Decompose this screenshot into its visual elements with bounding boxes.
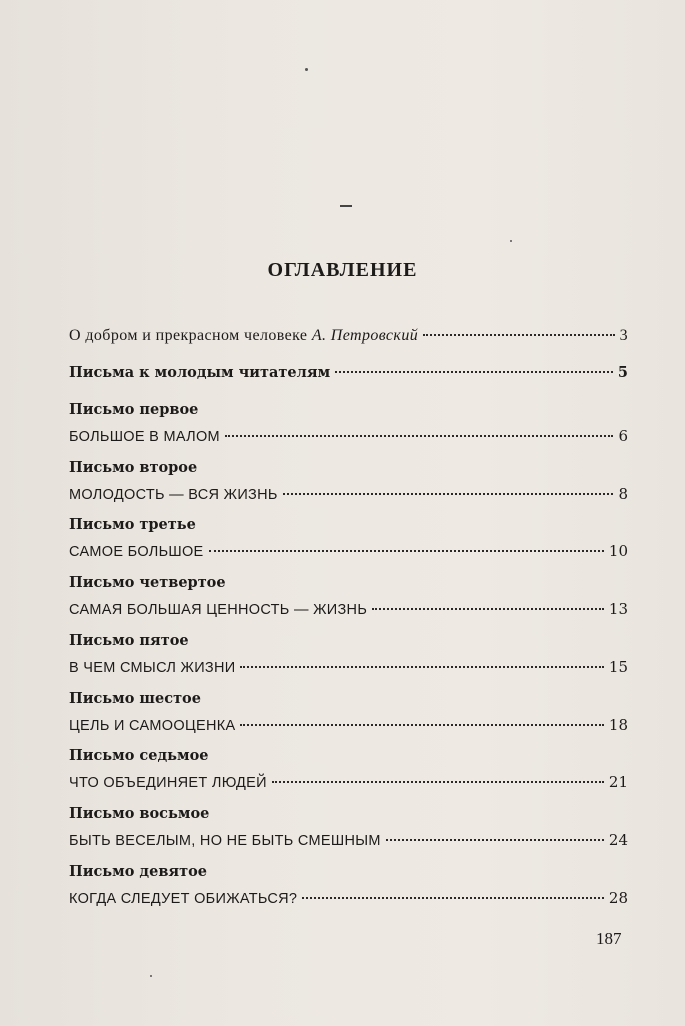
letter-title: САМОЕ БОЛЬШОЕ [69, 544, 204, 561]
toc-entry-letter[interactable] [69, 655, 628, 679]
page-ref: 24 [608, 830, 628, 849]
toc-entry-letter[interactable] [69, 770, 628, 794]
page-ref: 5 [617, 364, 628, 381]
page-ref: 15 [608, 657, 628, 676]
dot-leader [302, 897, 604, 899]
dot-leader [240, 666, 603, 668]
page-ref: 13 [608, 600, 628, 619]
letter-heading: Письмо первое [69, 401, 199, 418]
letter-title: БЫТЬ ВЕСЕЛЫМ, НО НЕ БЫТЬ СМЕШНЫМ [69, 832, 381, 849]
page-ref: 6 [618, 427, 628, 445]
letter-heading: Письмо пятое [69, 631, 189, 649]
printed-dash [340, 205, 352, 207]
letter-heading: Письмо шестое [69, 689, 201, 707]
toc-entry-letter[interactable] [69, 713, 628, 737]
section-title: Письма к молодым читателям [69, 364, 331, 381]
ink-speck [150, 975, 152, 977]
intro-author: А. Петровский [311, 327, 419, 344]
toc-entry-section[interactable] [69, 361, 628, 385]
toc-entry-letter[interactable] [69, 424, 628, 448]
letter-title: В ЧЕМ СМЫСЛ ЖИЗНИ [69, 659, 236, 676]
toc-entry-letter[interactable] [69, 886, 628, 910]
ink-speck [510, 240, 512, 242]
toc-entry-intro[interactable] [69, 324, 628, 348]
dot-leader [272, 781, 604, 783]
letter-heading: Письмо четвертое [69, 574, 226, 592]
letter-heading: Письмо второе [69, 458, 198, 476]
toc-entry-letter[interactable] [69, 539, 628, 563]
dot-leader [209, 550, 604, 552]
dot-leader [283, 493, 614, 495]
page-number: 187 [596, 929, 622, 948]
letter-title: ЧТО ОБЪЕДИНЯЕТ ЛЮДЕЙ [69, 775, 267, 792]
letter-title: КОГДА СЛЕДУЕТ ОБИЖАТЬСЯ? [69, 890, 298, 907]
ink-speck [305, 68, 308, 71]
letter-title: БОЛЬШОЕ В МАЛОМ [69, 429, 220, 445]
letter-title: МОЛОДОСТЬ — ВСЯ ЖИЗНЬ [69, 486, 278, 503]
dot-leader [335, 371, 613, 373]
page-ref: 18 [608, 715, 628, 734]
page-ref: 21 [608, 773, 628, 792]
page-ref: 10 [608, 542, 628, 561]
dot-leader [386, 839, 604, 841]
letter-heading: Письмо седьмое [69, 747, 209, 765]
letter-heading: Письмо третье [69, 516, 196, 534]
letter-title: САМАЯ БОЛЬШАЯ ЦЕННОСТЬ — ЖИЗНЬ [69, 602, 368, 619]
page-ref: 28 [608, 888, 628, 907]
toc-entry-letter[interactable] [69, 482, 628, 506]
toc-entry-letter[interactable] [69, 828, 628, 852]
dot-leader [225, 435, 614, 437]
page-ref: 3 [619, 327, 628, 344]
dot-leader [423, 334, 614, 336]
letter-title: ЦЕЛЬ И САМООЦЕНКА [69, 717, 236, 734]
dot-leader [240, 724, 603, 726]
intro-title: О добром и прекрасном человеке [69, 327, 308, 344]
dot-leader [372, 608, 604, 610]
letter-heading: Письмо девятое [69, 862, 207, 880]
toc-title: ОГЛАВЛЕНИЕ [267, 259, 418, 281]
page-ref: 8 [618, 484, 628, 503]
toc-entry-letter[interactable] [69, 597, 628, 621]
letter-heading: Письмо восьмое [69, 804, 210, 822]
